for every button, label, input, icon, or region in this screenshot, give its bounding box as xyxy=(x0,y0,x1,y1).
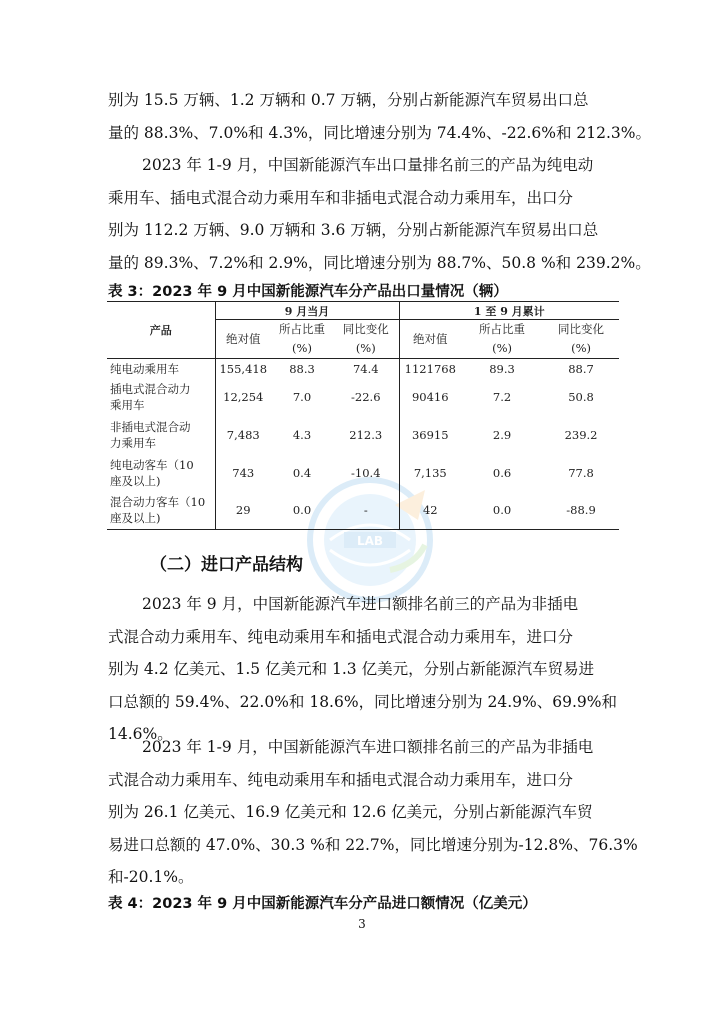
row-product: 纯电动客车（10 座及以上) xyxy=(110,457,194,488)
cell-share-ytd: 0.0 xyxy=(461,492,543,530)
header-product: 产品 xyxy=(107,302,215,359)
cell-yoy-ytd: 239.2 xyxy=(564,427,598,442)
table-4-caption: 表 4：2023 年 9 月中国新能源汽车分产品进口额情况（亿美元） xyxy=(108,896,537,912)
text-line: 14.6%。 xyxy=(108,725,173,743)
table-row xyxy=(107,454,619,492)
text-line: 乘用车、插电式混合动力乘用车和非插电式混合动力乘用车，出口分 xyxy=(108,188,574,207)
header-share: 所占比重 (%) xyxy=(271,320,333,359)
text-line: 2023 年 9 月，中国新能源汽车进口额排名前三的产品为非插电 xyxy=(142,595,579,613)
cell-absolute-ytd: 90416 xyxy=(399,379,461,416)
cell-share-ytd: 89.3 xyxy=(489,361,515,376)
header-absolute-ytd: 绝对值 xyxy=(399,320,461,359)
cell-share: 4.3 xyxy=(292,427,312,442)
row-product: 插电式混合动力 乘用车 xyxy=(110,382,191,412)
header-absolute: 绝对值 xyxy=(215,320,271,359)
cell-share: 0.4 xyxy=(292,465,312,480)
header-group-september: 9 月当月 xyxy=(215,302,399,320)
text-line: 别为 4.2 亿美元、1.5 亿美元和 1.3 亿美元，分别占新能源汽车贸易进 xyxy=(108,660,595,678)
table-row xyxy=(107,359,619,379)
cell-absolute-ytd: 1121768 xyxy=(399,359,461,379)
paragraph-import-ytd xyxy=(108,731,638,894)
cell-absolute: 29 xyxy=(215,492,271,530)
row-product: 非插电式混合动 力乘用车 xyxy=(110,419,191,450)
cell-share: 88.3 xyxy=(289,361,315,376)
cell-absolute: 155,418 xyxy=(215,359,271,379)
cell-share-ytd: 0.6 xyxy=(492,465,512,480)
cell-absolute-ytd: 7,135 xyxy=(399,454,461,492)
table-3-caption: 表 3：2023 年 9 月中国新能源汽车分产品出口量情况（辆） xyxy=(108,284,508,300)
header-yoy-ytd: 同比变化 (%) xyxy=(543,320,619,359)
cell-yoy: 212.3 xyxy=(349,427,383,442)
paragraph-import-sep xyxy=(108,588,618,751)
text-line: 口总额的 59.4%、22.0%和 18.6%，同比增速分别为 24.9%、69.9%和 xyxy=(108,692,617,711)
paragraph-export-ytd xyxy=(108,149,651,279)
text-line: 易进口总额的 47.0%、30.3 %和 22.7%，同比增速分别为-12.8%、76.3% xyxy=(108,835,638,854)
cell-share: 0.0 xyxy=(271,492,333,530)
cell-yoy: 74.4 xyxy=(352,361,379,376)
table-row xyxy=(107,492,619,530)
cell-absolute: 7,483 xyxy=(215,416,271,454)
section-heading: （二）进口产品结构 xyxy=(150,555,303,575)
cell-yoy-ytd: -88.9 xyxy=(543,492,619,530)
row-product: 纯电动乘用车 xyxy=(110,361,179,376)
cell-yoy-ytd: 50.8 xyxy=(568,390,594,404)
text-line: 别为 15.5 万辆、1.2 万辆和 0.7 万辆，分别占新能源汽车贸易出口总 xyxy=(108,91,589,109)
cell-yoy: -10.4 xyxy=(351,465,381,480)
svg-text:LAB: LAB xyxy=(356,534,384,548)
cell-absolute-ytd: 36915 xyxy=(399,416,461,454)
text-line: 量的 89.3%、7.2%和 2.9%，同比增速分别为 88.7%、50.8 %和 239.2%。 xyxy=(108,253,651,272)
header-yoy: 同比变化 (%) xyxy=(333,320,399,359)
cell-absolute-ytd: 42 xyxy=(399,492,461,530)
table-3 xyxy=(107,301,619,530)
cell-share-ytd: 7.2 xyxy=(492,390,512,404)
text-line: 别为 26.1 亿美元、16.9 亿美元和 12.6 亿美元，分别占新能源汽车贸 xyxy=(108,803,593,821)
cell-yoy-ytd: 77.8 xyxy=(568,465,594,480)
paragraph-export-sep xyxy=(108,84,652,149)
text-line: 式混合动力乘用车、纯电动乘用车和插电式混合动力乘用车，进口分 xyxy=(108,770,574,789)
table-row xyxy=(107,416,619,454)
text-line: 量的 88.3%、7.0%和 4.3%，同比增速分别为 74.4%、-22.6%和 212.3%。 xyxy=(108,123,652,142)
cell-yoy: - xyxy=(333,492,399,530)
header-share-ytd: 所占比重 (%) xyxy=(461,320,543,359)
cell-yoy-ytd: 88.7 xyxy=(568,361,594,376)
text-line: 2023 年 1-9 月，中国新能源汽车进口额排名前三的产品为非插电 xyxy=(142,738,594,756)
cell-absolute: 12,254 xyxy=(215,379,271,416)
cell-yoy: -22.6 xyxy=(351,390,381,404)
row-product: 混合动力客车（10 座及以上) xyxy=(107,492,215,530)
text-line: 别为 112.2 万辆、9.0 万辆和 3.6 万辆，分别占新能源汽车贸易出口总 xyxy=(108,221,599,239)
header-group-ytd: 1 至 9 月累计 xyxy=(399,302,619,320)
text-line: 和-20.1%。 xyxy=(108,868,194,886)
cell-share: 7.0 xyxy=(292,390,312,404)
text-line: 2023 年 1-9 月，中国新能源汽车出口量排名前三的产品为纯电动 xyxy=(142,156,594,174)
table-row xyxy=(107,379,619,416)
text-line: 式混合动力乘用车、纯电动乘用车和插电式混合动力乘用车，进口分 xyxy=(108,627,574,646)
cell-share-ytd: 2.9 xyxy=(492,427,512,442)
page-number: 3 xyxy=(358,917,366,931)
cell-absolute: 743 xyxy=(215,454,271,492)
